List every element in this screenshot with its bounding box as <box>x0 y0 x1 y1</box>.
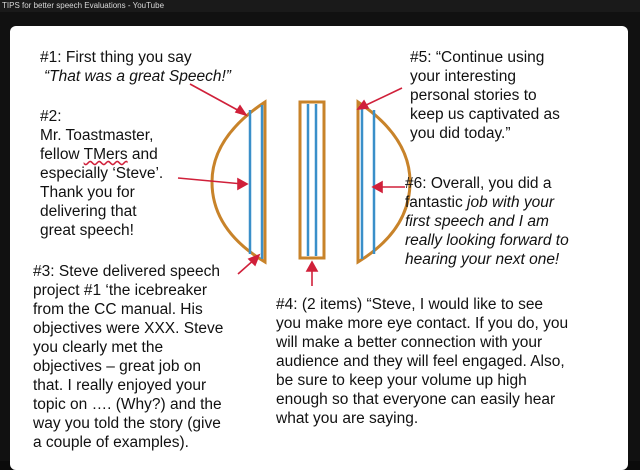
point-6-line4: really looking forward to <box>405 232 569 249</box>
point-5-line5: you did today.” <box>410 125 511 142</box>
point-6-line2-pre: fantastic <box>405 194 468 211</box>
point-4-line7: what you are saying. <box>276 410 419 427</box>
point-3-line7: that. I really enjoyed your <box>33 377 207 394</box>
point-3-line2: project #1 ‘the icebreaker <box>33 282 208 299</box>
point-6-line3: first speech and I am <box>405 213 549 230</box>
point-2-line4: especially ‘Steve’. <box>40 165 164 182</box>
point-4-line1: #4: (2 items) “Steve, I would like to see <box>276 296 544 313</box>
point-6-line2-it: job with your <box>467 194 555 211</box>
point-2-line7: great speech! <box>40 222 134 239</box>
point-4-line5: be sure to keep your volume up high <box>276 372 527 389</box>
point-6-line5: hearing your next one! <box>405 251 560 268</box>
point-2-line3-post: and <box>127 146 158 163</box>
window-title: TIPS for better speech Evaluations - YouTube <box>0 0 640 12</box>
point-4-line6: enough so that everyone can easily hear <box>276 391 556 408</box>
point-3-line3: from the CC manual. His <box>33 301 203 318</box>
point-1-line2: “That was a great Speech!” <box>44 68 231 85</box>
point-5-line3: personal stories to <box>410 87 537 104</box>
point-2-line2: Mr. Toastmaster, <box>40 127 154 144</box>
point-3-line9: way you told the story (give <box>33 415 221 432</box>
point-4-line4: audience and they will feel engaged. Also, <box>276 353 565 370</box>
point-2-line1: #2: <box>40 108 62 125</box>
point-1-line1: #1: First thing you say <box>40 49 192 66</box>
arrow-2 <box>178 178 243 184</box>
arrow-5 <box>362 88 402 107</box>
point-2-tmers: TMers <box>83 146 128 163</box>
point-5-line4: keep us captivated as <box>410 106 560 123</box>
point-2-line3 <box>40 145 158 164</box>
point-2-line3-pre: fellow <box>40 146 84 163</box>
point-3-line4: objectives were XXX. Steve <box>33 320 224 337</box>
point-2-line5: Thank you for <box>40 184 135 201</box>
point-4-line3: will make a better connection with your <box>276 334 543 351</box>
point-3-line10: a couple of examples). <box>33 434 189 451</box>
point-5-line2: your interesting <box>410 68 516 85</box>
point-6-line2 <box>405 193 554 212</box>
arrow-1 <box>190 84 243 113</box>
point-5-line1: #5: “Continue using <box>410 49 545 66</box>
point-3-line8: topic on …. (Why?) and the <box>33 396 222 413</box>
point-4-line2: you make more eye contact. If you do, you <box>276 315 569 332</box>
point-2-line6: delivering that <box>40 203 137 220</box>
right-bun-shape <box>358 102 410 262</box>
point-3-line6: objectives – great job on <box>33 358 202 375</box>
middle-filling-shape <box>300 102 324 258</box>
video-player[interactable] <box>0 12 640 461</box>
point-3-line5: you clearly met the <box>33 339 164 356</box>
point-6-line1: #6: Overall, you did a <box>405 175 552 192</box>
point-3-line1: #3: Steve delivered speech <box>33 263 220 280</box>
